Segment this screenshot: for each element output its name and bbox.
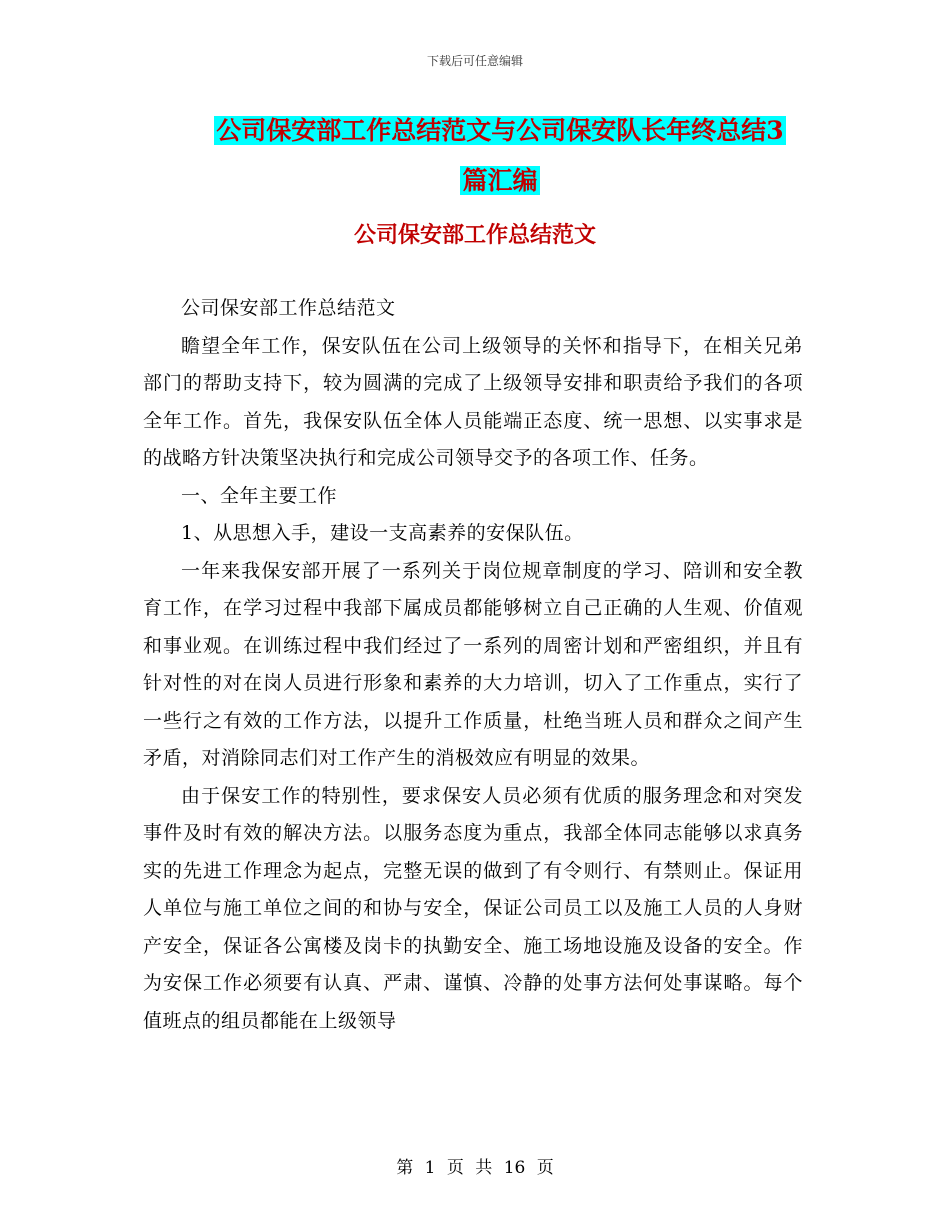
paragraph: 1、从思想入手，建设一支高素养的安保队伍。 <box>181 522 584 544</box>
document-title <box>170 106 830 206</box>
section-title: 公司保安部工作总结范文 <box>353 222 596 248</box>
paragraph: 一年来我保安部开展了一系列关于岗位规章制度的学习、陪训和安全教育工作，在学习过程中我部下属成员都能够树立自己正确的人生观、价值观和事业观。在训练过程中我们经过了一系列的周密计划和严密组织，并且有针对性的对在岗人员进行形象和素养的大力培训，切入了工作重点，实行了一些行之有效的工作方法，以提升工作质量，杜绝当班人员和群众之间产生矛盾，对消除同志们对工作产生的消极效应有明显的效果。 <box>143 559 803 769</box>
title-line-2: 篇汇编 <box>462 166 538 195</box>
page-number: 第 1 页 共 16 页 <box>396 1158 554 1178</box>
paragraph: 一、全年主要工作 <box>181 484 338 507</box>
document-body <box>143 290 803 1040</box>
paragraph: 瞻望全年工作，保安队伍在公司上级领导的关怀和指导下，在相关兄弟部门的帮助支持下，较为圆满的完成了上级领导安排和职责给予我们的各项全年工作。首先，我保安队伍全体人员能端正态度、统一思想、以实事求是的战略方针决策坚决执行和完成公司领导交予的各项工作、任务。 <box>143 334 803 469</box>
paragraph: 公司保安部工作总结范文 <box>181 297 396 319</box>
header-note: 下载后可任意编辑 <box>426 54 523 68</box>
title-line-1: 公司保安部工作总结范文与公司保安队长年终总结3 <box>216 116 784 145</box>
paragraph: 由于保安工作的特别性，要求保安人员必须有优质的服务理念和对突发事件及时有效的解决方法。以服务态度为重点，我部全体同志能够以求真务实的先进工作理念为起点，完整无误的做到了有令则行、有禁则止。保证用人单位与施工单位之间的和协与安全，保证公司员工以及施工人员的人身财产安全，保证各公寓楼及岗卡的执勤安全、施工场地设施及设备的安全。作为安保工作必须要有认真、严肃、谨慎、冷静的处事方法何处事谋略。每个值班点的组员都能在上级领导 <box>143 784 803 1032</box>
